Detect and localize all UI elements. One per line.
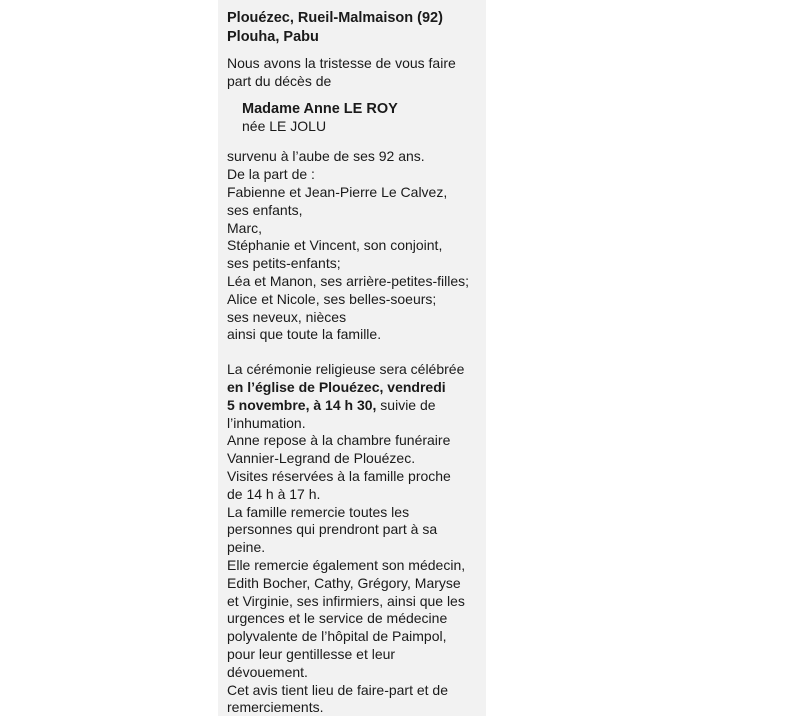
deceased-maiden-name: née LE JOLU <box>242 117 327 134</box>
intro-text <box>227 55 486 91</box>
family-line: Léa et Manon, ses arrière-petites-filles; <box>227 272 469 289</box>
details-line: dévouement. <box>227 663 308 680</box>
details-line: personnes qui prendront part à sa <box>227 521 438 538</box>
family-line: ses enfants, <box>227 201 303 218</box>
details-line: Cet avis tient lieu de faire-part et de <box>227 681 449 698</box>
places-line-1: Plouézec, Rueil-Malmaison (92) <box>227 10 443 26</box>
details-line: Edith Bocher, Cathy, Grégory, Maryse <box>227 574 461 591</box>
ceremony-line-rest: suivie de <box>376 396 436 413</box>
family-line: ses neveux, nièces <box>227 308 347 325</box>
details-text <box>227 432 486 716</box>
intro-line: Nous avons la tristesse de vous faire <box>227 55 456 71</box>
details-line: polyvalente de l’hôpital de Paimpol, <box>227 628 447 645</box>
details-line: de 14 h à 17 h. <box>227 485 321 502</box>
deceased-name: Madame Anne LE ROY <box>242 100 398 117</box>
family-line: ses petits-enfants; <box>227 255 341 272</box>
details-line: Anne repose à la chambre funéraire <box>227 432 451 449</box>
ceremony-line: l’inhumation. <box>227 414 306 431</box>
family-line: Stéphanie et Vincent, son conjoint, <box>227 237 443 254</box>
details-line: Vannier-Legrand de Plouézec. <box>227 450 416 467</box>
ceremony-date: 5 novembre, à 14 h 30, <box>227 396 377 413</box>
details-line: Elle remercie également son médecin, <box>227 556 466 573</box>
details-line: Visites réservées à la famille proche <box>227 467 451 484</box>
ceremony-line-bold <box>227 379 486 397</box>
ceremony-info <box>227 361 486 432</box>
ceremony-line-mixed <box>227 397 486 415</box>
details-line: remerciements. <box>227 699 324 716</box>
obituary-notice <box>218 0 486 716</box>
family-line: ainsi que toute la famille. <box>227 326 382 343</box>
details-line: La famille remercie toutes les <box>227 503 410 520</box>
deceased-block <box>227 100 486 136</box>
ceremony-line: La cérémonie religieuse sera célébrée <box>227 361 465 378</box>
family-list <box>227 148 486 344</box>
places-line-2: Plouha, Pabu <box>227 28 319 45</box>
family-line: Marc, <box>227 219 262 236</box>
intro-line: part du décès de <box>227 72 332 89</box>
ceremony-place: en l’église de Plouézec, vendredi <box>227 378 446 395</box>
details-line: pour leur gentillesse et leur <box>227 645 396 662</box>
family-line: De la part de : <box>227 166 315 183</box>
details-line: urgences et le service de médecine <box>227 610 448 627</box>
details-line: peine. <box>227 539 266 556</box>
family-line: Fabienne et Jean-Pierre Le Calvez, <box>227 183 448 200</box>
family-line: Alice et Nicole, ses belles-soeurs; <box>227 290 437 307</box>
details-line: et Virginie, ses infirmiers, ainsi que les <box>227 592 465 609</box>
family-line: survenu à l’aube de ses 92 ans. <box>227 148 425 165</box>
